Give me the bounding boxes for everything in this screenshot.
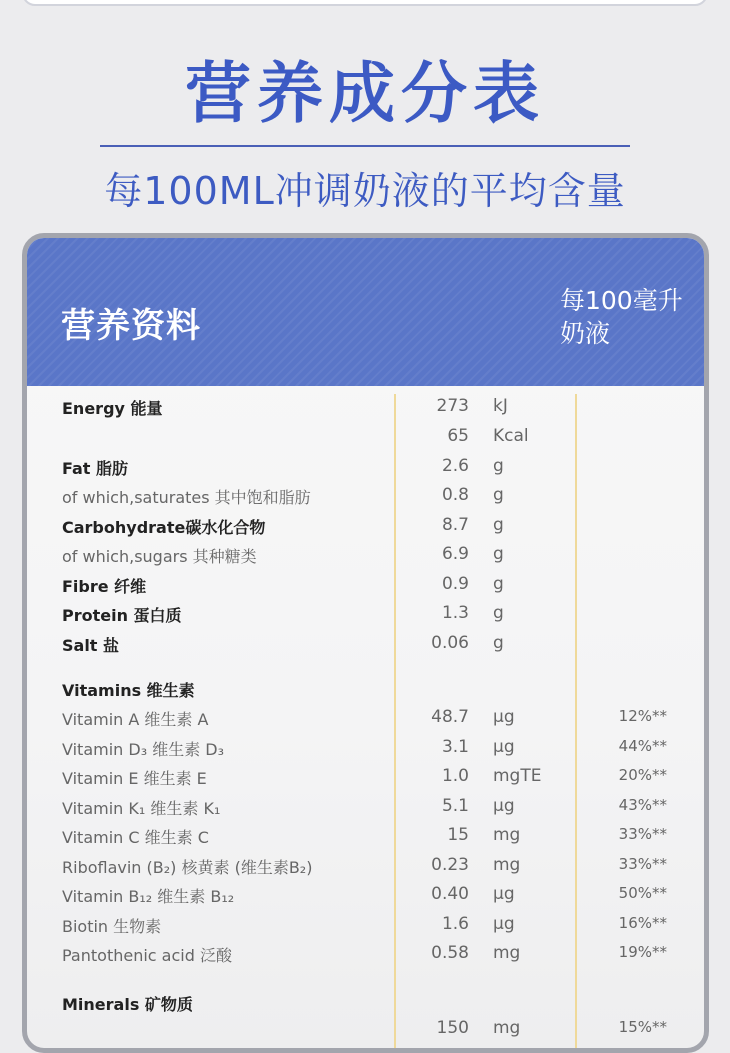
table-row <box>27 825 704 851</box>
nutrient-value: 0.9 <box>441 574 469 594</box>
nutrient-unit: g <box>493 544 504 564</box>
nutrient-name: Minerals 矿物质 <box>62 995 193 1014</box>
table-row <box>27 992 704 1018</box>
nutrient-name: Fibre 纤维 <box>62 577 147 596</box>
nutrient-percent: 20%** <box>618 766 667 784</box>
nutrient-value: 1.6 <box>441 914 469 934</box>
nutrition-table <box>22 233 709 1053</box>
table-row <box>27 737 704 763</box>
nutrient-name: of which,sugars 其种糖类 <box>62 547 257 566</box>
nutrient-unit: g <box>493 633 504 653</box>
table-row <box>27 943 704 969</box>
nutrient-name: Salt 盐 <box>62 636 120 655</box>
table-row <box>27 678 704 704</box>
nutrient-percent: 44%** <box>618 737 667 755</box>
nutrient-value: 1.3 <box>441 603 469 623</box>
nutrient-unit: g <box>493 485 504 505</box>
nutrient-name: Protein 蛋白质 <box>62 606 182 625</box>
nutrient-unit: mg <box>493 1018 521 1038</box>
nutrient-value: 5.1 <box>441 796 469 816</box>
nutrient-percent: 12%** <box>618 707 667 725</box>
nutrient-percent: 15%** <box>618 1018 667 1036</box>
nutrient-name: Vitamin C 维生素 C <box>62 828 209 847</box>
nutrient-value: 6.9 <box>441 544 469 564</box>
table-row <box>27 396 704 422</box>
nutrient-unit: g <box>493 456 504 476</box>
nutrient-unit: kJ <box>493 396 508 416</box>
nutrient-value: 273 <box>436 396 469 416</box>
nutrient-value: 8.7 <box>441 515 469 535</box>
nutrient-name: Vitamin A 维生素 A <box>62 710 209 729</box>
nutrient-value: 0.40 <box>431 884 469 904</box>
nutrient-unit: μg <box>493 737 515 757</box>
table-row <box>27 426 704 452</box>
table-row <box>27 855 704 881</box>
nutrient-unit: μg <box>493 707 515 727</box>
table-row <box>27 485 704 511</box>
table-row <box>27 515 704 541</box>
nutrient-value: 2.6 <box>441 456 469 476</box>
page-title: 营养成分表 <box>185 55 545 132</box>
nutrient-unit: g <box>493 603 504 623</box>
previous-card-edge <box>22 0 708 6</box>
nutrient-unit: Kcal <box>493 426 529 446</box>
nutrient-name: Pantothenic acid 泛酸 <box>62 946 232 965</box>
title-divider <box>100 145 630 147</box>
nutrient-value: 48.7 <box>431 707 469 727</box>
nutrient-percent: 50%** <box>618 884 667 902</box>
nutrient-name: of which,saturates 其中饱和脂肪 <box>62 488 311 507</box>
nutrient-unit: μg <box>493 884 515 904</box>
table-row <box>27 544 704 570</box>
nutrient-name: Vitamin B₁₂ 维生素 B₁₂ <box>62 887 235 906</box>
nutrient-unit: mg <box>493 855 521 875</box>
table-row <box>27 1018 704 1044</box>
nutrient-name: Vitamin E 维生素 E <box>62 769 207 788</box>
nutrient-unit: mg <box>493 943 521 963</box>
nutrient-value: 0.58 <box>431 943 469 963</box>
table-row <box>27 766 704 792</box>
nutrient-percent: 33%** <box>618 855 667 873</box>
nutrient-value: 0.8 <box>441 485 469 505</box>
table-header-label: 营养资料 <box>61 306 201 346</box>
nutrient-name: Fat 脂肪 <box>62 459 129 478</box>
nutrient-value: 1.0 <box>441 766 469 786</box>
nutrient-name: Carbohydrate碳水化合物 <box>62 518 266 537</box>
nutrient-unit: g <box>493 515 504 535</box>
nutrient-value: 3.1 <box>441 737 469 757</box>
nutrient-value: 0.23 <box>431 855 469 875</box>
nutrient-unit: mgTE <box>493 766 542 786</box>
nutrient-value: 150 <box>436 1018 469 1038</box>
nutrient-value: 0.06 <box>431 633 469 653</box>
table-row <box>27 884 704 910</box>
nutrient-percent: 19%** <box>618 943 667 961</box>
nutrient-percent: 33%** <box>618 825 667 843</box>
table-header <box>27 238 704 386</box>
table-row <box>27 574 704 600</box>
table-row <box>27 633 704 659</box>
nutrient-name: Vitamin K₁ 维生素 K₁ <box>62 799 221 818</box>
table-row <box>27 914 704 940</box>
nutrient-name: Vitamins 维生素 <box>62 681 195 700</box>
nutrient-name: Energy 能量 <box>62 399 163 418</box>
nutrient-percent: 16%** <box>618 914 667 932</box>
table-header-column: 每100毫升奶液 <box>560 286 683 348</box>
nutrient-value: 15 <box>447 825 469 845</box>
nutrient-unit: μg <box>493 914 515 934</box>
nutrient-name: Vitamin D₃ 维生素 D₃ <box>62 740 225 759</box>
nutrient-value: 65 <box>447 426 469 446</box>
table-row <box>27 456 704 482</box>
nutrient-percent: 43%** <box>618 796 667 814</box>
table-body <box>27 386 704 1053</box>
table-row <box>27 603 704 629</box>
nutrient-unit: μg <box>493 796 515 816</box>
table-row <box>27 796 704 822</box>
nutrient-unit: g <box>493 574 504 594</box>
nutrient-name: Biotin 生物素 <box>62 917 162 936</box>
page-subtitle: 每100ML冲调奶液的平均含量 <box>104 169 626 213</box>
table-row <box>27 707 704 733</box>
nutrient-name: Riboflavin (B₂) 核黄素 (维生素B₂) <box>62 858 313 877</box>
nutrient-unit: mg <box>493 825 521 845</box>
